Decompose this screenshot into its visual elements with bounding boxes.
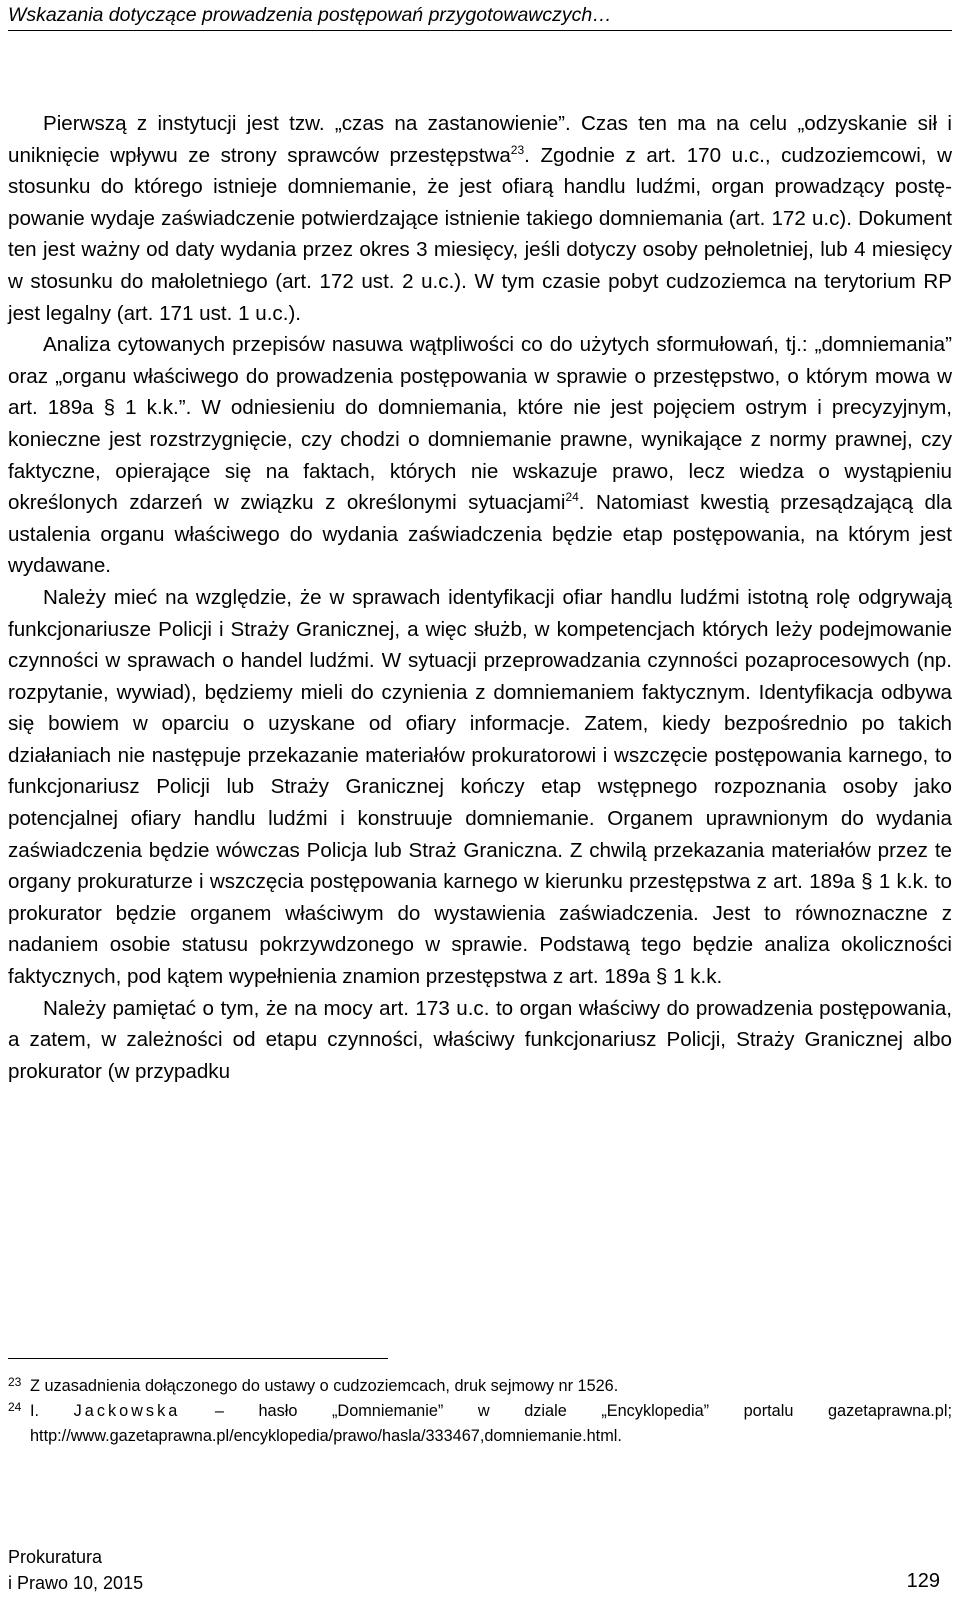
footnote-number: 24 <box>8 1400 22 1414</box>
paragraph-1 <box>8 108 952 329</box>
footnote-text <box>30 1399 952 1449</box>
paragraph-3: Należy mieć na względzie, że w sprawach identyfikacji ofiar handlu ludźmi istotną rolę odgrywają funkcjonariusze Policji i Straży Granicznej, a więc służb, w kompetencjach których leży podejmowanie czynności w sprawach o handel ludźmi. W sytuacji przeprowadzania czynności pozaprocesowych (np. rozpytanie, wywiad), będziemy mieli do czynienia z domniemaniem faktycznym. Identyfikacja odbywa się bowiem w oparciu o uzyskane od ofiary informacje. Zatem, kiedy bezpośrednio po takich działaniach nie następuje przekazanie materiałów prokuratorowi i wszczęcie postępowania karnego, to funkcjonariusz Policji lub Straży Granicznej kończy etap wstępnego rozpoznania osoby jako potencjalnej ofiary handlu ludźmi i konstruuje domniemanie. Organem uprawnionym do wydania zaświadczenia będzie wówczas Policja lub Straż Graniczna. Z chwilą przekazania materiałów przez te organy prokuraturze i wszczęcia postępowania karnego w kierunku przestępstwa z art. 189a § 1 k.k. to prokurator będzie organem właściwym do wystawienia zaświadczenia. Jest to równoznaczne z nadaniem osobie statusu pokrzywdzonego w sprawie. Podstawą tego będzie analiza okoliczności faktycznych, pod kątem wypełnienia znamion przestępstwa z art. 189a § 1 k.k. <box>8 585 952 989</box>
footnote-text: Z uzasadnienia dołączonego do ustawy o cudzoziemcach, druk sejmowy nr 1526. <box>30 1377 619 1395</box>
paragraph-1-part-a: Pierwszą z instytucji jest tzw. „czas na zastanowienie”. Czas ten ma na celu „odzyskanie sił i uniknięcie wpływu ze strony sprawców przestępstwa <box>8 112 952 167</box>
running-header <box>8 2 952 31</box>
footnote-author-initial: I. <box>30 1402 74 1420</box>
journal-issue: i Prawo 10, 2015 <box>8 1573 144 1593</box>
journal-name: Prokuratura <box>8 1547 103 1567</box>
paragraph-4: Należy pamiętać o tym, że na mocy art. 173 u.c. to organ właściwy do prowadzenia postępowania, a zatem, w zależności od etapu czynności, właściwy funkcjonariusz Policji, Straży Granicznej albo prokurator (w przypadku <box>8 996 952 1083</box>
paragraph-1-part-b: . Zgodnie z art. 170 u.c., cudzoziemcowi, w stosunku do którego istnieje domniemanie, że jest ofiarą handlu ludźmi, organ prowadzący postępowanie wydaje zaświadczenie potwierdzające istnienie takiego domniemania (art. 172 u.c). Dokument ten jest ważny od daty wydania przez okres 3 miesięcy, jeśli dotyczy osoby pełnoletniej, lub 4 miesięcy w stosunku do małoletniego (art. 172 ust. 2 u.c.). W tym czasie pobyt cudzoziemca na terytorium RP jest legalny (art. 171 ust. 1 u.c.). <box>8 143 952 325</box>
footnote-ref-24[interactable]: 24 <box>565 490 579 505</box>
footnote-reference: – hasło „Domniemanie” w dziale „Encyklopedia” portalu gazetaprawna.pl; http://www.gazetaprawna.pl/encyklopedia/prawo/hasla/333467,domniemanie.html. <box>30 1402 952 1445</box>
body-text <box>8 108 952 1087</box>
journal-footer <box>8 1544 143 1596</box>
paragraph-2-part-a: Analiza cytowanych przepisów nasuwa wątpliwości co do użytych sformułowań, tj.: „domniemania” oraz „organu właściwego do prowadzenia postępowania w sprawie o przestępstwo, o którym mowa w art. 189a § 1 k.k.”. W odniesieniu do domniemania, które nie jest pojęciem ostrym i precyzyjnym, konieczne jest rozstrzygnięcie, czy chodzi o domniemanie prawne, wynikające z normy prawnej, czy faktyczne, opierające się na faktach, których nie wskazuje prawo, lecz wiedza o wystąpieniu określonych zdarzeń w związku z określonymi sytuacjami <box>8 333 952 515</box>
footnote-author: Jackowska <box>73 1402 181 1420</box>
footnote-separator <box>8 1358 388 1359</box>
paragraph-2 <box>8 329 952 582</box>
page-number: 129 <box>906 1570 940 1592</box>
footnote-24 <box>8 1399 952 1449</box>
footnote-ref-23[interactable]: 23 <box>510 142 525 157</box>
footnote-23 <box>8 1374 952 1399</box>
paragraph-2-part-b: . Natomiast kwestią przesądzającą dla ustalenia organu właściwego do wydania zaświadczenia będzie etap postępowania, na którym jest wydawane. <box>8 491 952 578</box>
running-header-title: Wskazania dotyczące prowadzenia postępowań przygotowawczych… <box>8 4 612 26</box>
footnotes <box>8 1374 952 1449</box>
footnote-number: 23 <box>8 1375 22 1389</box>
